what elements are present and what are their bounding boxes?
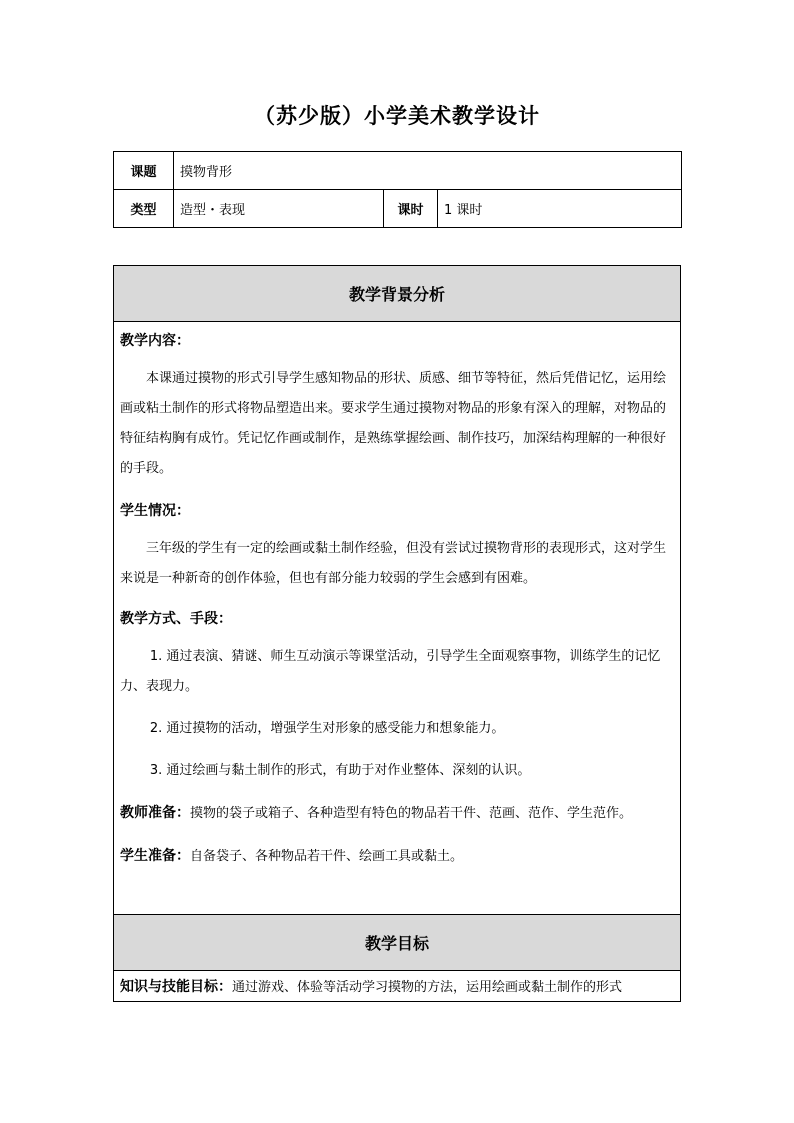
method-item-3: 3. 通过绘画与黏土制作的形式，有助于对作业整体、深刻的认识。 — [149, 763, 531, 778]
document-title: （苏少版）小学美术教学设计 — [254, 104, 540, 128]
main-table — [113, 265, 681, 1002]
student-title: 学生情况： — [120, 503, 190, 519]
topic-value: 摸物背形 — [174, 152, 682, 190]
method-item-2: 2. 通过摸物的活动，增强学生对形象的感受能力和想象能力。 — [149, 721, 505, 736]
type-row — [114, 190, 682, 228]
background-header: 教学背景分析 — [114, 266, 681, 322]
topic-row — [114, 152, 682, 190]
knowledge-objective — [114, 971, 681, 1002]
background-body — [114, 322, 681, 915]
content-text: 本课通过摸物的形式引导学生感知物品的形状、质感、细节等特征，然后凭借记忆，运用绘画或粘土制作的形式将物品塑造出来。要求学生通过摸物对物品的形象有深入的理解，对物品的特征结构胸有成竹。凭记忆作画或制作，是熟练掌握绘画、制作技巧，加深结构理解的一种很好的手段。 — [120, 371, 667, 476]
student-text: 三年级的学生有一定的绘画或黏土制作经验，但没有尝试过摸物背形的表现形式，这对学生来说是一种新奇的创作体验，但也有部分能力较弱的学生会感到有困难。 — [120, 541, 667, 586]
objectives-header: 教学目标 — [114, 915, 681, 971]
pupil-prep-label: 学生准备： — [120, 848, 190, 864]
pupil-prep — [120, 841, 674, 872]
teacher-prep — [120, 798, 674, 829]
content-title: 教学内容： — [120, 333, 190, 349]
hours-value: 1 课时 — [438, 190, 682, 228]
type-label: 类型 — [114, 190, 174, 228]
method-item-1: 1. 通过表演、猜谜、师生互动演示等课堂活动，引导学生全面观察事物，训练学生的记忆力、表现力。 — [120, 649, 661, 694]
topic-label: 课题 — [114, 152, 174, 190]
teacher-prep-label: 教师准备： — [120, 805, 190, 821]
knowledge-label: 知识与技能目标： — [120, 979, 232, 995]
teacher-prep-text: 摸物的袋子或箱子、各种造型有特色的物品若干件、范画、范作、学生范作。 — [190, 806, 633, 821]
hours-label: 课时 — [384, 190, 438, 228]
type-value: 造型・表现 — [174, 190, 384, 228]
method-title: 教学方式、手段： — [120, 611, 232, 627]
pupil-prep-text: 自备袋子、各种物品若干件、绘画工具或黏土。 — [190, 849, 464, 864]
knowledge-text: 通过游戏、体验等活动学习摸物的方法，运用绘画或黏土制作的形式 — [232, 980, 623, 995]
info-table — [113, 151, 682, 228]
